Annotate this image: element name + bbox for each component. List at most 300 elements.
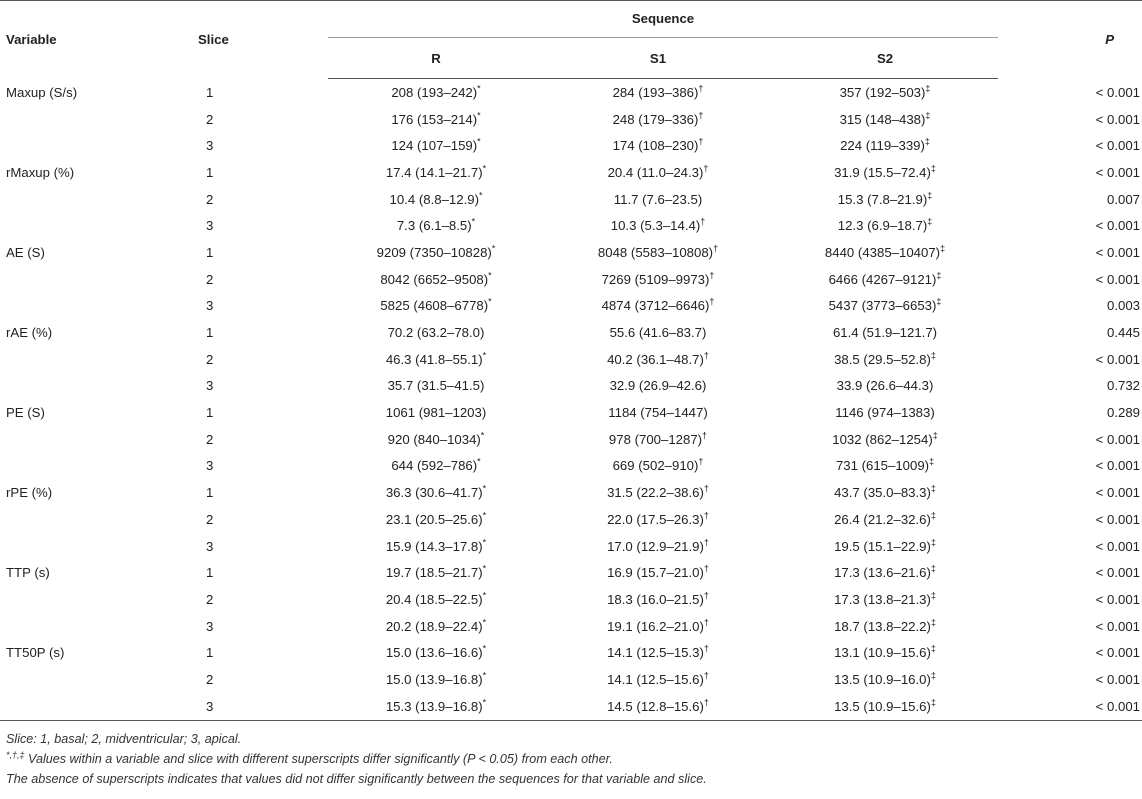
cell-variable xyxy=(0,239,198,266)
cell-s2-superscript: ‡ xyxy=(930,350,936,361)
cell-variable xyxy=(0,186,198,213)
cell-r xyxy=(328,613,544,640)
cell-r-value: 15.9 (14.3–17.8) xyxy=(385,538,483,554)
footnote-superscripts xyxy=(6,749,1136,769)
cell-s2-superscript: ‡ xyxy=(930,617,936,628)
header-sequence-label: Sequence xyxy=(328,1,998,38)
cell-s2-value: 13.5 (10.9–15.6) xyxy=(834,698,931,714)
cell-p-value: < 0.001 xyxy=(1095,618,1141,634)
cell-slice-value: 3 xyxy=(206,618,214,634)
cell-s2-value: 17.3 (13.6–21.6) xyxy=(834,565,931,581)
table-row xyxy=(0,639,1142,666)
cell-s1 xyxy=(544,266,772,293)
cell-s2-value: 13.1 (10.9–15.6) xyxy=(834,645,931,661)
cell-p xyxy=(998,559,1142,586)
table-row xyxy=(0,373,1142,400)
cell-s1-superscript: † xyxy=(703,590,709,601)
cell-p xyxy=(998,666,1142,693)
cell-p xyxy=(998,533,1142,560)
cell-s2 xyxy=(772,559,998,586)
cell-p xyxy=(998,266,1142,293)
table-row xyxy=(0,426,1142,453)
cell-r-value: 208 (193–242) xyxy=(391,84,478,100)
cell-r-superscript: * xyxy=(488,296,492,307)
table-row xyxy=(0,212,1142,239)
cell-r-superscript: * xyxy=(482,350,487,361)
cell-slice-value: 1 xyxy=(206,405,214,421)
table-footnotes xyxy=(6,729,1136,789)
cell-s1-value: 14.1 (12.5–15.6) xyxy=(607,671,704,687)
cell-variable xyxy=(0,586,198,613)
cell-r-superscript: * xyxy=(480,430,485,441)
cell-s2 xyxy=(772,159,998,186)
cell-variable xyxy=(0,559,198,586)
cell-s1 xyxy=(544,212,772,239)
cell-s1-superscript: † xyxy=(703,350,709,361)
cell-slice-value: 3 xyxy=(206,698,214,714)
cell-slice-value: 1 xyxy=(206,325,214,341)
cell-s2-value: 1032 (862–1254) xyxy=(832,431,933,447)
cell-slice-value: 2 xyxy=(206,351,214,367)
cell-s1 xyxy=(544,613,772,640)
cell-r-value: 36.3 (30.6–41.7) xyxy=(385,485,483,501)
cell-s2-superscript: ‡ xyxy=(930,697,936,708)
cell-r-superscript: * xyxy=(477,110,481,121)
header-s1: S1 xyxy=(544,38,772,79)
cell-s1-value: 978 (700–1287) xyxy=(608,431,703,447)
cell-s1-superscript: † xyxy=(703,670,709,681)
cell-s1 xyxy=(544,159,772,186)
cell-slice-value: 2 xyxy=(206,271,214,287)
cell-s1 xyxy=(544,479,772,506)
cell-s2 xyxy=(772,453,998,480)
cell-r-value: 15.3 (13.9–16.8) xyxy=(385,698,483,714)
cell-r-value: 7.3 (6.1–8.5) xyxy=(396,218,472,234)
cell-slice-value: 1 xyxy=(206,645,214,661)
cell-p-value: < 0.001 xyxy=(1095,244,1141,260)
cell-slice-value: 3 xyxy=(206,298,214,314)
cell-r-superscript: * xyxy=(482,163,487,174)
table-row xyxy=(0,586,1142,613)
cell-r-value: 8042 (6652–9508) xyxy=(380,271,489,287)
cell-s2 xyxy=(772,106,998,133)
cell-s2-superscript: ‡ xyxy=(930,590,936,601)
cell-s2-value: 5437 (3773–6653) xyxy=(828,298,937,314)
cell-s2-value: 13.5 (10.9–16.0) xyxy=(834,671,931,687)
cell-variable xyxy=(0,426,198,453)
cell-s2-superscript: ‡ xyxy=(940,243,946,254)
cell-s1 xyxy=(544,506,772,533)
cell-s1 xyxy=(544,319,772,346)
cell-slice-value: 3 xyxy=(206,218,214,234)
cell-s1 xyxy=(544,559,772,586)
cell-p-value: < 0.001 xyxy=(1095,538,1141,554)
table-row xyxy=(0,399,1142,426)
cell-p xyxy=(998,639,1142,666)
cell-slice xyxy=(198,639,328,666)
cell-variable xyxy=(0,479,198,506)
cell-variable-value: rAE (%) xyxy=(6,325,53,341)
cell-r-value: 17.4 (14.1–21.7) xyxy=(385,164,483,180)
cell-s1 xyxy=(544,453,772,480)
table-row xyxy=(0,239,1142,266)
cell-r xyxy=(328,533,544,560)
cell-s1-value: 174 (108–230) xyxy=(612,138,699,154)
cell-p-value: < 0.001 xyxy=(1095,645,1141,661)
cell-p xyxy=(998,693,1142,720)
cell-s1-superscript: † xyxy=(698,136,704,147)
cell-s2 xyxy=(772,132,998,159)
cell-s1-superscript: † xyxy=(709,296,715,307)
footnote-sup-symbols: *,†,‡ xyxy=(6,749,25,760)
cell-s2-value: 357 (192–503) xyxy=(839,84,926,100)
cell-s1-value: 18.3 (16.0–21.5) xyxy=(607,591,704,607)
cell-r-value: 46.3 (41.8–55.1) xyxy=(385,351,483,367)
cell-r-value: 124 (107–159) xyxy=(391,138,478,154)
cell-s2 xyxy=(772,79,998,106)
cell-s2-value: 26.4 (21.2–32.6) xyxy=(834,511,931,527)
cell-s1-value: 8048 (5583–10808) xyxy=(597,244,714,260)
cell-p-value: 0.445 xyxy=(1107,325,1141,341)
cell-r-value: 176 (153–214) xyxy=(391,111,478,127)
cell-r xyxy=(328,586,544,613)
cell-r-superscript: * xyxy=(482,510,487,521)
cell-slice xyxy=(198,212,328,239)
cell-s1 xyxy=(544,293,772,320)
cell-r xyxy=(328,106,544,133)
cell-r xyxy=(328,79,544,106)
cell-r-value: 15.0 (13.6–16.6) xyxy=(385,645,483,661)
cell-r-value: 20.2 (18.9–22.4) xyxy=(385,618,483,634)
cell-s2-superscript: ‡ xyxy=(925,110,931,121)
cell-s2 xyxy=(772,266,998,293)
cell-s2 xyxy=(772,613,998,640)
cell-s1 xyxy=(544,426,772,453)
cell-s2-superscript: ‡ xyxy=(930,163,936,174)
cell-slice xyxy=(198,453,328,480)
cell-s2 xyxy=(772,666,998,693)
header-p: P xyxy=(998,1,1142,79)
footnote-sup-text: Values within a variable and slice with different superscripts differ significantly (P < 0.05) from each other. xyxy=(24,752,613,766)
cell-p xyxy=(998,373,1142,400)
cell-r-superscript: * xyxy=(477,83,481,94)
cell-s1-value: 40.2 (36.1–48.7) xyxy=(607,351,704,367)
cell-s2-value: 38.5 (29.5–52.8) xyxy=(834,351,931,367)
cell-s1-superscript: † xyxy=(698,457,704,468)
cell-p-value: < 0.001 xyxy=(1095,591,1141,607)
cell-s2-value: 43.7 (35.0–83.3) xyxy=(834,485,931,501)
cell-s1-superscript: † xyxy=(703,163,709,174)
cell-r-superscript: * xyxy=(482,537,487,548)
cell-variable xyxy=(0,453,198,480)
cell-p xyxy=(998,399,1142,426)
cell-s1-value: 11.7 (7.6–23.5) xyxy=(613,191,703,207)
cell-s1-value: 7269 (5109–9973) xyxy=(601,271,710,287)
cell-variable xyxy=(0,533,198,560)
cell-s1 xyxy=(544,399,772,426)
cell-s1-superscript: † xyxy=(698,110,704,121)
cell-r xyxy=(328,639,544,666)
cell-slice xyxy=(198,319,328,346)
cell-r-value: 20.4 (18.5–22.5) xyxy=(385,591,483,607)
cell-slice xyxy=(198,693,328,720)
cell-variable xyxy=(0,666,198,693)
cell-s1-superscript: † xyxy=(703,563,709,574)
cell-s1 xyxy=(544,239,772,266)
cell-p xyxy=(998,613,1142,640)
cell-s1-superscript: † xyxy=(703,537,709,548)
cell-s2-superscript: ‡ xyxy=(925,83,931,94)
cell-p-value: < 0.001 xyxy=(1095,351,1141,367)
cell-r-value: 644 (592–786) xyxy=(391,458,478,474)
cell-r xyxy=(328,693,544,720)
cell-s2-value: 12.3 (6.9–18.7) xyxy=(837,218,928,234)
cell-s2 xyxy=(772,186,998,213)
table-row xyxy=(0,613,1142,640)
cell-s1-value: 248 (179–336) xyxy=(612,111,699,127)
cell-slice-value: 2 xyxy=(206,511,214,527)
cell-s2 xyxy=(772,319,998,346)
cell-s1 xyxy=(544,586,772,613)
cell-p-value: < 0.001 xyxy=(1095,84,1141,100)
cell-variable xyxy=(0,132,198,159)
table-row xyxy=(0,346,1142,373)
cell-p-value: < 0.001 xyxy=(1095,698,1141,714)
table-row xyxy=(0,319,1142,346)
table-row xyxy=(0,106,1142,133)
cell-s1-superscript: † xyxy=(703,510,709,521)
cell-r-superscript: * xyxy=(478,190,483,201)
cell-r xyxy=(328,319,544,346)
cell-r-value: 35.7 (31.5–41.5) xyxy=(387,378,485,394)
cell-variable xyxy=(0,373,198,400)
cell-s1-value: 32.9 (26.9–42.6) xyxy=(609,378,707,394)
cell-r xyxy=(328,212,544,239)
cell-slice xyxy=(198,132,328,159)
cell-s2-value: 731 (615–1009) xyxy=(835,458,930,474)
cell-r xyxy=(328,239,544,266)
cell-r-superscript: * xyxy=(482,697,487,708)
cell-r-value: 9209 (7350–10828) xyxy=(376,244,492,260)
cell-variable xyxy=(0,212,198,239)
cell-s2-superscript: ‡ xyxy=(927,190,933,201)
cell-s1 xyxy=(544,79,772,106)
cell-variable-value: TT50P (s) xyxy=(6,645,65,661)
cell-s2-superscript: ‡ xyxy=(932,430,938,441)
cell-r xyxy=(328,426,544,453)
table-row xyxy=(0,666,1142,693)
cell-s2-value: 19.5 (15.1–22.9) xyxy=(834,538,931,554)
cell-r xyxy=(328,373,544,400)
cell-r xyxy=(328,666,544,693)
cell-slice xyxy=(198,373,328,400)
cell-variable xyxy=(0,319,198,346)
cell-variable-value: PE (S) xyxy=(6,405,45,421)
table-row xyxy=(0,693,1142,720)
cell-s2-superscript: ‡ xyxy=(930,537,936,548)
cell-slice xyxy=(198,186,328,213)
cell-r xyxy=(328,159,544,186)
cell-r-superscript: * xyxy=(482,670,487,681)
cell-variable xyxy=(0,159,198,186)
cell-variable xyxy=(0,399,198,426)
cell-s1 xyxy=(544,533,772,560)
cell-s1 xyxy=(544,666,772,693)
cell-slice-value: 3 xyxy=(206,138,214,154)
cell-s2 xyxy=(772,346,998,373)
table-row xyxy=(0,293,1142,320)
cell-s2-superscript: ‡ xyxy=(924,136,930,147)
cell-s2 xyxy=(772,399,998,426)
cell-p-value: < 0.001 xyxy=(1095,511,1141,527)
cell-s2 xyxy=(772,479,998,506)
header-s2: S2 xyxy=(772,38,998,79)
cell-r-superscript: * xyxy=(477,136,481,147)
cell-slice-value: 1 xyxy=(206,565,214,581)
cell-r-superscript: * xyxy=(477,457,481,468)
cell-s1-superscript: † xyxy=(703,617,709,628)
cell-slice-value: 2 xyxy=(206,591,214,607)
table-row xyxy=(0,479,1142,506)
cell-p xyxy=(998,239,1142,266)
cell-variable-value: rPE (%) xyxy=(6,485,53,501)
cell-s2-value: 17.3 (13.8–21.3) xyxy=(834,591,931,607)
cell-slice-value: 2 xyxy=(206,431,214,447)
cell-p xyxy=(998,479,1142,506)
cell-s2 xyxy=(772,239,998,266)
cell-variable xyxy=(0,293,198,320)
header-sequence xyxy=(328,1,998,39)
cell-p-value: < 0.001 xyxy=(1095,138,1141,154)
footnote-slice: Slice: 1, basal; 2, midventricular; 3, apical. xyxy=(6,732,242,746)
cell-variable-value: Maxup (S/s) xyxy=(6,84,78,100)
cell-p-value: < 0.001 xyxy=(1095,458,1141,474)
table-row xyxy=(0,266,1142,293)
cell-s2 xyxy=(772,586,998,613)
cell-s1-value: 22.0 (17.5–26.3) xyxy=(607,511,704,527)
cell-s2-value: 15.3 (7.8–21.9) xyxy=(837,191,928,207)
cell-p xyxy=(998,79,1142,106)
cell-p-value: 0.007 xyxy=(1107,191,1141,207)
header-slice: Slice xyxy=(198,1,328,79)
cell-slice-value: 3 xyxy=(206,458,214,474)
cell-variable-value: TTP (s) xyxy=(6,565,50,581)
cell-slice-value: 1 xyxy=(206,84,214,100)
cell-p-value: < 0.001 xyxy=(1095,218,1141,234)
table-row xyxy=(0,159,1142,186)
cell-r xyxy=(328,399,544,426)
cell-s2 xyxy=(772,693,998,720)
table-row xyxy=(0,559,1142,586)
header-r: R xyxy=(328,38,544,79)
cell-r-superscript: * xyxy=(482,617,487,628)
cell-p-value: < 0.001 xyxy=(1095,164,1141,180)
cell-s2 xyxy=(772,373,998,400)
cell-p-value: < 0.001 xyxy=(1095,671,1141,687)
cell-slice xyxy=(198,506,328,533)
cell-slice xyxy=(198,106,328,133)
cell-slice-value: 1 xyxy=(206,164,214,180)
cell-r-value: 23.1 (20.5–25.6) xyxy=(385,511,483,527)
cell-slice xyxy=(198,293,328,320)
cell-s2-superscript: ‡ xyxy=(930,510,936,521)
cell-s2-value: 8440 (4385–10407) xyxy=(824,244,941,260)
table-row xyxy=(0,79,1142,106)
cell-s1 xyxy=(544,346,772,373)
cell-p-value: < 0.001 xyxy=(1095,431,1141,447)
cell-s1-superscript: † xyxy=(709,270,715,281)
cell-p-value: < 0.001 xyxy=(1095,271,1141,287)
cell-slice-value: 2 xyxy=(206,111,214,127)
cell-variable xyxy=(0,506,198,533)
cell-variable xyxy=(0,79,198,106)
cell-r xyxy=(328,479,544,506)
cell-slice xyxy=(198,479,328,506)
cell-s2-superscript: ‡ xyxy=(929,457,935,468)
cell-slice xyxy=(198,239,328,266)
table-body xyxy=(0,79,1142,721)
cell-r-superscript: * xyxy=(482,643,487,654)
cell-p xyxy=(998,132,1142,159)
cell-p xyxy=(998,426,1142,453)
cell-variable xyxy=(0,693,198,720)
cell-s2 xyxy=(772,293,998,320)
cell-s2-superscript: ‡ xyxy=(936,296,942,307)
cell-p xyxy=(998,186,1142,213)
cell-s2 xyxy=(772,426,998,453)
cell-p-value: < 0.001 xyxy=(1095,565,1141,581)
cell-p xyxy=(998,453,1142,480)
cell-s2-superscript: ‡ xyxy=(930,670,936,681)
cell-slice xyxy=(198,346,328,373)
cell-r-superscript: * xyxy=(482,590,487,601)
cell-s2-superscript: ‡ xyxy=(936,270,942,281)
cell-slice xyxy=(198,666,328,693)
cell-s1-value: 55.6 (41.6–83.7) xyxy=(609,325,707,341)
cell-p xyxy=(998,506,1142,533)
cell-s1-value: 17.0 (12.9–21.9) xyxy=(607,538,704,554)
cell-slice xyxy=(198,399,328,426)
cell-s1-superscript: † xyxy=(703,697,709,708)
cell-variable xyxy=(0,106,198,133)
cell-r-superscript: * xyxy=(488,270,492,281)
header-variable: Variable xyxy=(0,1,198,79)
cell-s1-value: 20.4 (11.0–24.3) xyxy=(607,164,704,180)
cell-slice-value: 1 xyxy=(206,244,214,260)
cell-s2-superscript: ‡ xyxy=(930,483,936,494)
cell-s1-value: 31.5 (22.2–38.6) xyxy=(607,485,704,501)
cell-s1-superscript: † xyxy=(698,83,704,94)
cell-variable-value: AE (S) xyxy=(6,244,45,260)
cell-variable xyxy=(0,346,198,373)
cell-s2-value: 18.7 (13.8–22.2) xyxy=(834,618,931,634)
cell-s1-superscript: † xyxy=(703,483,709,494)
cell-p xyxy=(998,586,1142,613)
cell-s2-value: 224 (119–339) xyxy=(840,138,925,154)
cell-slice-value: 2 xyxy=(206,191,214,207)
cell-variable xyxy=(0,639,198,666)
table-row xyxy=(0,533,1142,560)
cell-p-value: 0.732 xyxy=(1107,378,1141,394)
cell-slice-value: 2 xyxy=(206,671,214,687)
cell-r-value: 1061 (981–1203) xyxy=(385,405,487,421)
cell-r xyxy=(328,293,544,320)
cell-r xyxy=(328,266,544,293)
cell-r-value: 920 (840–1034) xyxy=(387,431,481,447)
cell-s1 xyxy=(544,106,772,133)
cell-slice-value: 3 xyxy=(206,538,214,554)
cell-s1 xyxy=(544,186,772,213)
